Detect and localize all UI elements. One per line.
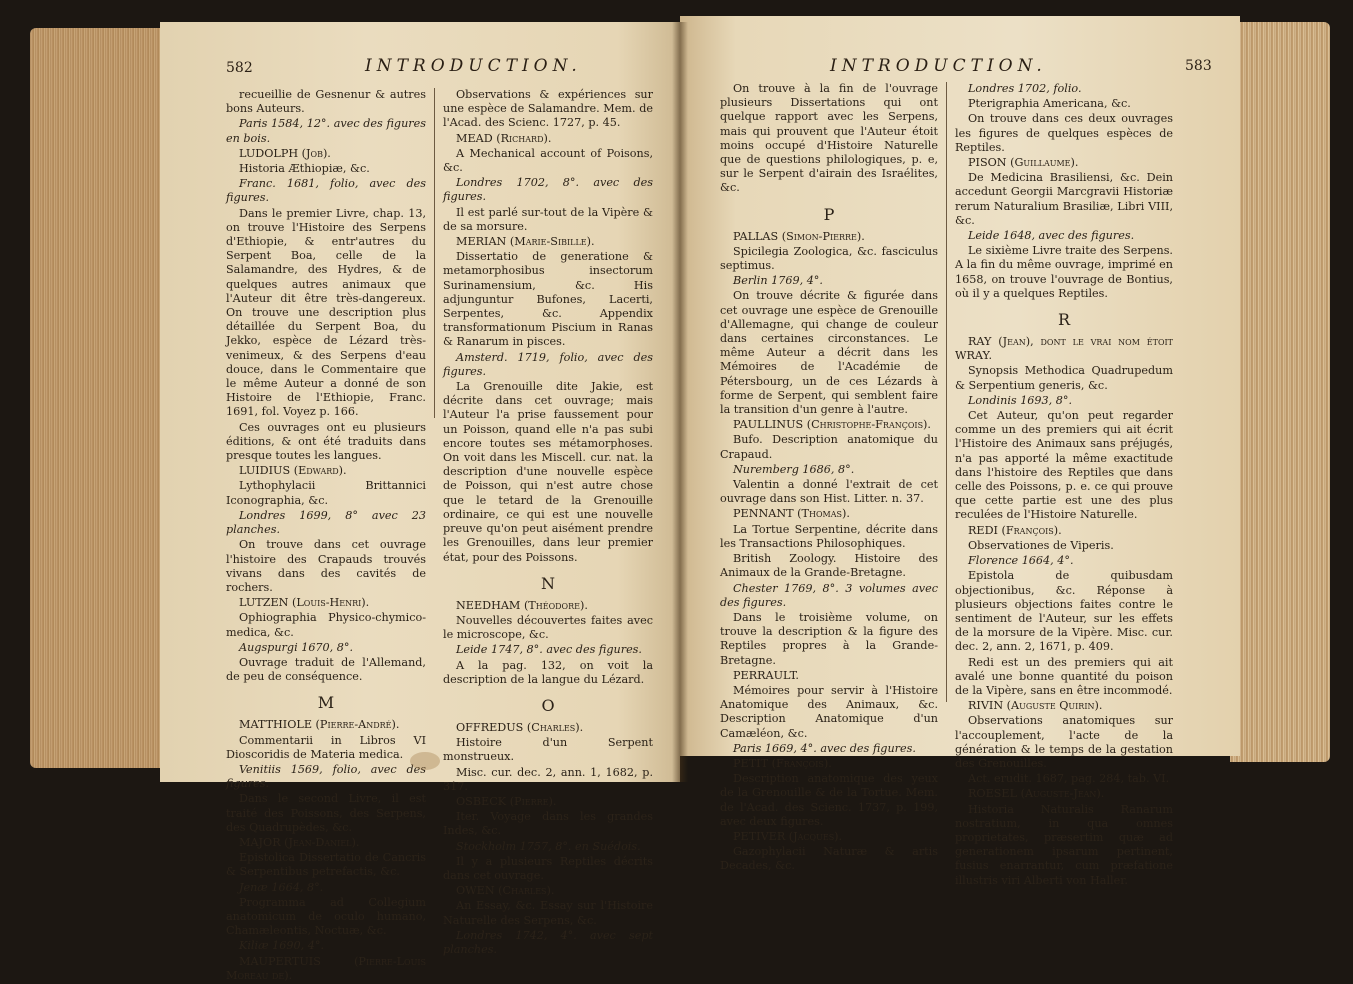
entry-text: Spicilegia Zoologica, &c. fasciculus septimus. bbox=[720, 244, 938, 273]
section-letter: R bbox=[1057, 310, 1071, 330]
right-page-edges bbox=[1230, 22, 1330, 762]
entry-text: Valentin a donné l'extrait de cet ouvrage dans son Hist. Litter. n. 37. bbox=[720, 478, 938, 506]
author-entry: MEAD (Richard). bbox=[456, 131, 552, 145]
entry-text: Programma ad Collegium anatomicum de oculo humano, Chamæleontis, Noctuæ, &c. bbox=[226, 895, 426, 938]
imprint-line: Londinis 1693, 8°. bbox=[968, 393, 1073, 407]
author-entry: PENNANT (Thomas). bbox=[733, 507, 850, 521]
author-entry: MAUPERTUIS (Pierre-Louis Moreau de). bbox=[226, 954, 426, 982]
entry-text: Act. erudit. 1687, pag. 284, tab. VI. bbox=[968, 772, 1170, 786]
author-entry: LUTZEN (Louis-Henri). bbox=[239, 596, 370, 610]
section-letter: O bbox=[541, 695, 555, 715]
section-letter: M bbox=[317, 693, 335, 713]
entry-text: Historia Naturalis Ranarum nostratium, in qua omnes proprietates, præsertim quæ ad generationem ipsarum pertinent, fusius enarrantur, cum præfatione illustris viri Alberti von Haller. bbox=[955, 802, 1173, 887]
imprint-line: Londres 1702, folio. bbox=[968, 82, 1082, 95]
imprint-line: Franc. 1681, folio, avec des figures. bbox=[226, 177, 426, 205]
entry-text: Iter. Voyage dans les grandes Indes, &c. bbox=[443, 810, 653, 838]
entry-text: On trouve décrite & figurée dans cet ouvrage une espèce de Grenouille d'Allemagne, qui change de couleur dans certaines circonstances. Le même Auteur a décrit dans les Mémoires de l'Académie de Pétersbourg, un de ces Lézards à forme de Serpent, qui semblent faire la transition d'un genre à l'autre. bbox=[720, 289, 938, 417]
entry-text: Bufo. Description anatomique du Crapaud. bbox=[720, 433, 938, 461]
page-number: 583 bbox=[1185, 58, 1212, 74]
entry-text: Mémoires pour servir à l'Histoire Anatomique des Animaux, &c. Description Anatomique d'un Camæléon, &c. bbox=[720, 683, 938, 740]
imprint-line: Venitiis 1569, folio, avec des figures. bbox=[226, 762, 426, 791]
entry-text: Dans le second Livre, il est traité des Poissons, des Serpens, des Quadrupèdes, &c. bbox=[226, 792, 426, 834]
running-head: INTRODUCTION. bbox=[830, 56, 1047, 76]
author-entry: OFFREDUS (Charles). bbox=[456, 720, 584, 734]
author-entry: OSBECK (Pierre). bbox=[456, 794, 557, 808]
entry-text: Lythophylacii Brittannici Iconographia, &c. bbox=[226, 479, 426, 507]
author-entry: RIVIN (Auguste Quirin). bbox=[968, 699, 1103, 713]
imprint-line: Londres 1702, 8°. avec des figures. bbox=[443, 176, 653, 204]
entry-text: British Zoology. Histoire des Animaux de la Grande-Bretagne. bbox=[720, 552, 938, 580]
entry-text: Dans le troisième volume, on trouve la description & la figure des Reptiles propres à la Grande-Bretagne. bbox=[720, 610, 938, 667]
entry-text: On trouve à la fin de l'ouvrage plusieurs Dissertations qui ont quelque rapport avec les Serpens, mais qui prouvent que l'Auteur étoit moins occupé d'Histoire Naturelle que de questions philologiques, p. e, sur le Serpent d'airain des Israélites, &c. bbox=[720, 82, 938, 195]
right-column-1 bbox=[720, 82, 938, 875]
imprint-line: Londres 1742, 4°. avec sept planches. bbox=[443, 928, 653, 956]
page-number: 582 bbox=[226, 60, 253, 76]
entry-text: Ouvrage traduit de l'Allemand, de peu de conséquence. bbox=[226, 655, 426, 684]
paper-stain bbox=[410, 752, 440, 770]
author-entry: REDI (François). bbox=[968, 523, 1062, 537]
right-column-2 bbox=[955, 82, 1173, 889]
entry-text: Le sixième Livre traite des Serpens. A la fin du même ouvrage, imprimé en 1658, on trouve l'ouvrage de Bontius, où il y a quelques Reptiles. bbox=[955, 244, 1173, 300]
entry-text: A la pag. 132, on voit la description de la langue du Lézard. bbox=[443, 658, 653, 686]
imprint-line: Paris 1584, 12°. avec des figures en bois. bbox=[226, 117, 426, 145]
entry-text: Synopsis Methodica Quadrupedum & Serpentium generis, &c. bbox=[955, 364, 1173, 392]
left-page bbox=[160, 22, 680, 982]
imprint-line: Stockholm 1757, 8°. en Suédois. bbox=[456, 839, 641, 853]
entry-text: Epistola de quibusdam objectionibus, &c. Réponse à plusieurs objections faites contre le sentiment de l'Auteur, sur les effets de la morsure de la Vipère. Misc. cur. dec. 2, ann. 2, 1671, p. 409. bbox=[955, 569, 1173, 654]
column-rule bbox=[946, 82, 947, 702]
author-entry: LUIDIUS (Edward). bbox=[239, 464, 347, 478]
entry-text: Ces ouvrages ont eu plusieurs éditions, & ont été traduits dans presque toutes les langues. bbox=[226, 420, 426, 463]
entry-text: Description anatomique des yeux de la Grenouille & de la Tortue. Mem. de l'Acad. des Scienc. 1737, p. 199, avec deux figures. bbox=[720, 772, 938, 828]
entry-text: Commentarii in Libros VI Dioscoridis de Materia medica. bbox=[226, 733, 426, 761]
author-entry: ROESEL (Auguste-Jean). bbox=[968, 787, 1105, 801]
imprint-line: Berlin 1769, 4°. bbox=[733, 274, 823, 288]
entry-text: recueillie de Gesnenur & autres bons Auteurs. bbox=[226, 88, 426, 116]
author-entry: PALLAS (Simon-Pierre). bbox=[733, 229, 865, 243]
section-letter: P bbox=[823, 204, 835, 224]
author-entry: PAULLINUS (Christophe-François). bbox=[733, 418, 931, 432]
entry-text: Nouvelles découvertes faites avec le microscope, &c. bbox=[443, 613, 653, 642]
author-entry: PERRAULT. bbox=[733, 668, 799, 682]
entry-text: Historia Æthiopiæ, &c. bbox=[239, 162, 370, 176]
entry-text: Dissertatio de generatione & metamorphosibus insectorum Surinamensium, &c. His adjunguntur Bufones, Lacerti, Serpentes, &c. Appendix transformationum Piscium in Ranas & Ranarum in pisces. bbox=[443, 250, 653, 349]
imprint-line: Nuremberg 1686, 8°. bbox=[733, 462, 855, 476]
left-column-2 bbox=[443, 88, 653, 958]
author-entry: PETIT (François). bbox=[733, 756, 832, 770]
imprint-line: Augspurgi 1670, 8°. bbox=[239, 640, 354, 654]
entry-text: Observationes de Viperis. bbox=[968, 538, 1114, 552]
imprint-line: Florence 1664, 4°. bbox=[968, 554, 1074, 568]
left-column-1 bbox=[226, 88, 426, 984]
entry-text: Observations & expériences sur une espèce de Salamandre. Mem. de l'Acad. des Scienc. 1727, p. 45. bbox=[443, 88, 653, 130]
imprint-line: Chester 1769, 8°. 3 volumes avec des figures. bbox=[720, 581, 938, 609]
author-entry: MERIAN (Marie-Sibille). bbox=[456, 235, 595, 249]
entry-text: Il y a plusieurs Reptiles décrits dans cet ouvrage. bbox=[443, 854, 653, 882]
entry-text: Pterigraphia Americana, &c. bbox=[968, 97, 1131, 111]
author-entry: PISON (Guillaume). bbox=[968, 156, 1079, 170]
entry-text: Histoire d'un Serpent monstrueux. bbox=[443, 736, 653, 764]
entry-text: Ophiographia Physico-chymico-medica, &c. bbox=[226, 611, 426, 639]
imprint-line: Leide 1648, avec des figures. bbox=[968, 229, 1135, 243]
imprint-line: Amsterd. 1719, folio, avec des figures. bbox=[443, 350, 653, 378]
author-entry: OWEN (Charles). bbox=[456, 884, 555, 898]
entry-text: Redi est un des premiers qui ait avalé une bonne quantité du poison de la Vipère, sans en être incommodé. bbox=[955, 655, 1173, 697]
entry-text: Gazophylacii Naturæ & artis Decades, &c. bbox=[720, 845, 938, 873]
author-entry: LUDOLPH (Job). bbox=[239, 146, 331, 160]
entry-text: La Tortue Serpentine, décrite dans les Transactions Philosophiques. bbox=[720, 522, 938, 550]
entry-text: Observations anatomiques sur l'accouplement, l'acte de la génération & le temps de la gestation des Grenouilles. bbox=[955, 714, 1173, 770]
imprint-line: Paris 1669, 4°. avec des figures. bbox=[733, 741, 916, 755]
left-page-edges bbox=[30, 28, 170, 768]
entry-text: De Medicina Brasiliensi, &c. Dein accedunt Georgii Marcgravii Historiæ rerum Naturalium Brasiliæ, Libri VIII, &c. bbox=[955, 171, 1173, 227]
author-entry: NEEDHAM (Théodore). bbox=[456, 598, 588, 612]
entry-text: On trouve dans ces deux ouvrages les figures de quelques espèces de Reptiles. bbox=[955, 112, 1173, 154]
entry-text: Cet Auteur, qu'on peut regarder comme un des premiers qui ait écrit l'Histoire des Animaux sans préjugés, n'a pas apporté la même exactitude dans l'histoire des Reptiles que dans celle des Poissons, p. e. ce qui prouve que cette partie est une des plus reculées de l'Histoire Naturelle. bbox=[955, 409, 1173, 522]
entry-text: An Essay, &c. Essay sur l'Histoire Naturelle des Serpens, &c. bbox=[443, 899, 653, 927]
entry-text: La Grenouille dite Jakie, est décrite dans cet ouvrage; mais l'Auteur l'a prise faussement pour un Poisson, quand elle n'a pas subi encore toutes ses métamorphoses. On voit dans les Miscell. cur. nat. la description d'une nouvelle espèce de Poisson, qui n'est autre chose que le tetard de la Grenouille ordinaire, ce qui est une nouvelle preuve qu'on peut aisément prendre les Grenouilles, dans leur premier état, pour des Poissons. bbox=[443, 380, 653, 564]
entry-text: Dans le premier Livre, chap. 13, on trouve l'Histoire des Serpens d'Ethiopie, & entr'autres du Serpent Boa, celle de la Salamandre, des Hydres, & de quelques autres animaux que l'Auteur dit être très-dangereux. On trouve une description plus détaillée du Serpent Boa, du Jekko, espèce de Lézard très-venimeux, & des Serpens d'eau douce, dans le Commentaire que le même Auteur a donné de son Histoire de l'Ethiopie, Franc. 1691, fol. Voyez p. 166. bbox=[226, 206, 426, 419]
author-entry: RAY (Jean), dont le vrai nom étoit WRAY. bbox=[955, 335, 1173, 363]
entry-text: Il est parlé sur-tout de la Vipère & de sa morsure. bbox=[443, 205, 653, 233]
section-letter: N bbox=[541, 573, 555, 593]
imprint-line: Jenæ 1664, 8°. bbox=[239, 880, 324, 894]
author-entry: MAJOR (Jean-Daniel). bbox=[239, 835, 360, 849]
column-rule bbox=[434, 88, 435, 418]
running-head: INTRODUCTION. bbox=[365, 56, 582, 76]
author-entry: PETIVER (Jacques). bbox=[733, 829, 843, 843]
entry-text: Misc. cur. dec. 2, ann. 1, 1682, p. 317. bbox=[443, 765, 653, 793]
entry-text: A Mechanical account of Poisons, &c. bbox=[443, 146, 653, 175]
right-page bbox=[680, 16, 1240, 887]
book-gutter bbox=[672, 22, 688, 782]
imprint-line: Kiliæ 1690, 4°. bbox=[239, 939, 325, 953]
author-entry: MATTHIOLE (Pierre-André). bbox=[239, 718, 400, 732]
imprint-line: Leide 1747, 8°. avec des figures. bbox=[456, 643, 642, 657]
imprint-line: Londres 1699, 8° avec 23 planches. bbox=[226, 508, 426, 537]
entry-text: Epistolica Dissertatio de Cancris & Serpentibus petrefactis, &c. bbox=[226, 851, 426, 879]
entry-text: On trouve dans cet ouvrage l'histoire des Crapauds trouvés vivans dans des cavités de rochers. bbox=[226, 538, 426, 594]
